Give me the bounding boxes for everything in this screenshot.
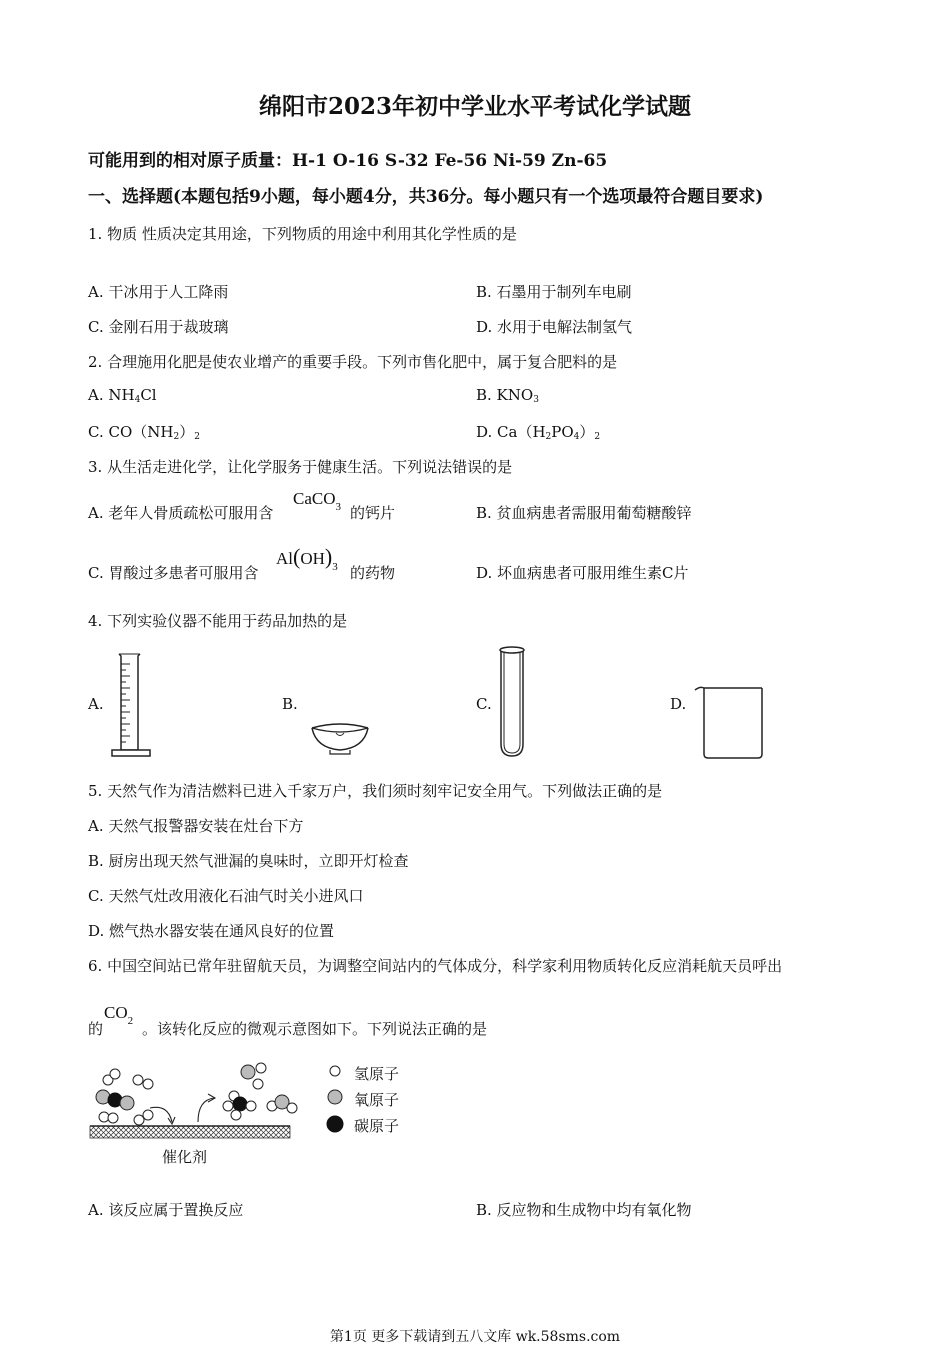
question-4-option-a: A. [88, 695, 104, 713]
question-5-stem: 5. 天然气作为清洁燃料已进入千家万户，我们须时刻牢记安全用气。下列做法正确的是 [88, 782, 663, 800]
section-heading: 一、选择题(本题包括9小题，每小题4分，共36分。每小题只有一个选项最符合题目要求) [88, 187, 764, 207]
question-3-option-a-tail: 的钙片 [350, 504, 396, 522]
question-6-option-b: B. 反应物和生成物中均有氧化物 [476, 1201, 692, 1219]
carbon-atom-icon [327, 1116, 343, 1132]
question-3-option-a-text: A. 老年人骨质疏松可服用含 [88, 504, 274, 522]
oxygen-atom-icon [328, 1090, 342, 1104]
question-3-option-d: D. 坏血病患者可服用维生素C片 [476, 564, 689, 582]
question-4-option-b: B. [282, 695, 298, 713]
question-6-option-a: A. 该反应属于置换反应 [88, 1201, 244, 1219]
hydrogen-atom-icon [330, 1066, 340, 1076]
question-3-option-c-text: C. 胃酸过多患者可服用含 [88, 564, 259, 582]
question-1-option-d: D. 水用于电解法制氢气 [476, 318, 633, 336]
question-3-stem: 3. 从生活走进化学，让化学服务于健康生活。下列说法错误的是 [88, 458, 513, 476]
legend-markers [325, 1064, 347, 1138]
question-3-option-b: B. 贫血病患者需服用葡萄糖酸锌 [476, 504, 692, 522]
question-5-option-a: A. 天然气报警器安装在灶台下方 [88, 817, 304, 835]
question-2-option-b: B. $KNO_3$ [476, 386, 539, 405]
question-2-option-a: A. $NH_4Cl$ [88, 386, 157, 405]
question-3-option-c-tail: 的药物 [350, 564, 396, 582]
question-5-option-d: D. 燃气热水器安装在通风良好的位置 [88, 922, 335, 940]
question-2-option-d: D. $Ca(H_2PO_4)_2$ [476, 423, 601, 442]
atomic-mass-line: 可能用到的相对原子质量：H-1 O-16 S-32 Fe-56 Ni-59 Zn-65 [88, 151, 608, 171]
legend-carbon-label: 碳原子 [354, 1117, 400, 1135]
aloh3-formula: $Al(OH)_3$ [276, 544, 338, 573]
question-5-option-b: B. 厨房出现天然气泄漏的臭味时，立即开灯检查 [88, 852, 409, 870]
question-1-option-a: A. 干冰用于人工降雨 [88, 283, 229, 301]
co2-formula: $CO_2$ [104, 1003, 134, 1027]
question-1-option-c: C. 金刚石用于裁玻璃 [88, 318, 229, 336]
caco3-formula: CaCO$_3$ [293, 489, 341, 513]
legend-hydrogen-label: 氢原子 [354, 1065, 400, 1083]
beaker-icon [690, 682, 770, 762]
question-2-option-c: C. $CO(NH_2)_2$ [88, 423, 200, 442]
question-5-option-c: C. 天然气灶改用液化石油气时关小进风口 [88, 887, 364, 905]
evaporating-dish-icon [308, 718, 372, 758]
question-6-stem-line2-pre: 的 [88, 1020, 104, 1038]
question-6-stem-line1: 6. 中国空间站已常年驻留航天员，为调整空间站内的气体成分，科学家利用物质转化反应消耗航天员呼出 [88, 957, 783, 975]
question-4-option-c: C. [476, 695, 492, 713]
graduated-cylinder-icon [110, 650, 160, 762]
question-6-stem-line2-post: 。该转化反应的微观示意图如下。下列说法正确的是 [142, 1020, 488, 1038]
question-4-option-d: D. [670, 695, 687, 713]
question-1-stem: 1. 物质 性质决定其用途，下列物质的用途中利用其化学性质的是 [88, 225, 517, 243]
legend-oxygen-label: 氧原子 [354, 1091, 400, 1109]
catalyst-label: 催化剂 [162, 1148, 208, 1166]
question-1-option-b: B. 石墨用于制列车电刷 [476, 283, 632, 301]
page-footer: 第1页 更多下载请到五八文库 wk.58sms.com [329, 1329, 621, 1345]
question-2-stem: 2. 合理施用化肥是使农业增产的重要手段。下列市售化肥中，属于复合肥料的是 [88, 353, 618, 371]
question-4-stem: 4. 下列实验仪器不能用于药品加热的是 [88, 612, 348, 630]
page-title: 绵阳市2023年初中学业水平考试化学试题 [258, 93, 691, 120]
test-tube-icon [496, 644, 528, 760]
